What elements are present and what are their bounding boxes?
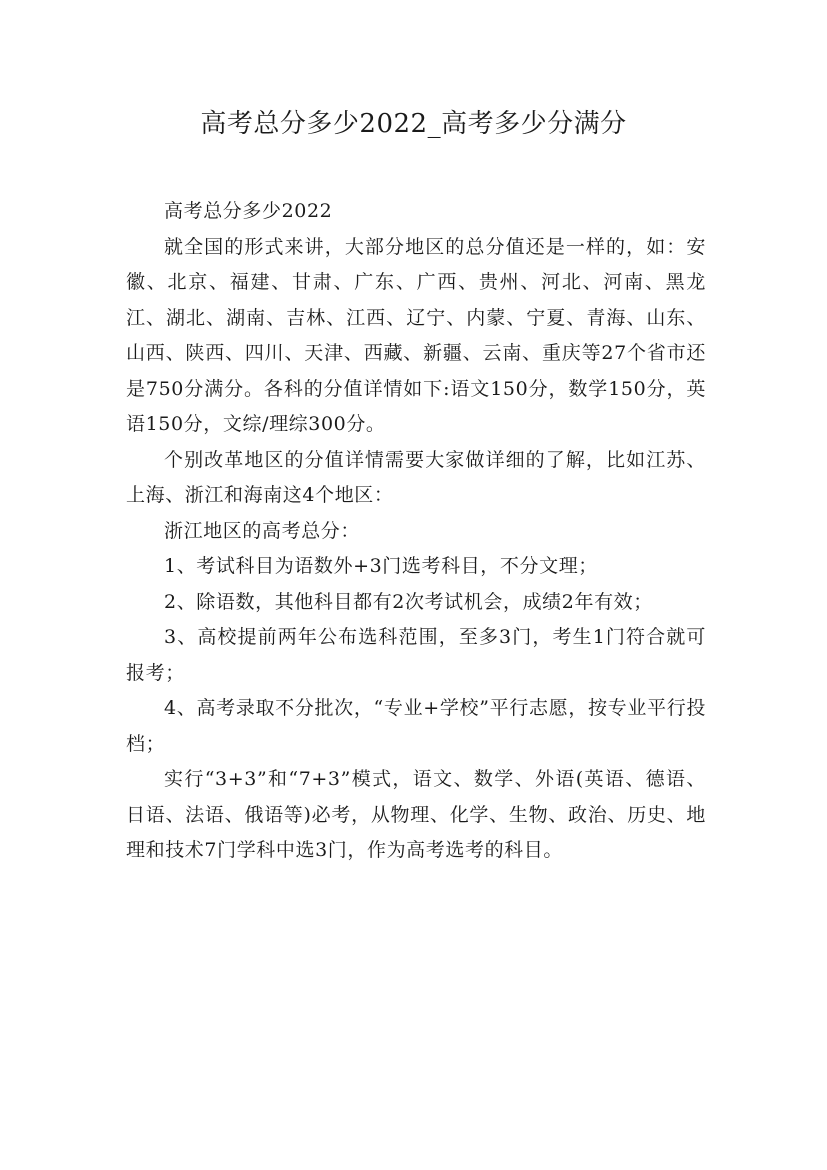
paragraph-reform-regions: 个别改革地区的分值详情需要大家做详细的了解，比如江苏、上海、浙江和海南这4个地区： <box>126 448 706 506</box>
paragraph-item-1: 1、考试科目为语数外+3门选考科目，不分文理； <box>164 555 598 577</box>
paragraph-subtitle: 高考总分多少2022 <box>164 200 333 222</box>
paragraph-mode: 实行“3+3”和“7+3”模式，语文、数学、外语(英语、德语、日语、法语、俄语等)必考，从物理、化学、生物、政治、历史、地理和技术7门学科中选3门，作为高考选考的科目。 <box>126 768 706 861</box>
paragraph-item-3: 3、高校提前两年公布选科范围，至多3门，考生1门符合就可报考； <box>126 626 706 684</box>
paragraph-item-2: 2、除语数，其他科目都有2次考试机会，成绩2年有效； <box>164 590 653 613</box>
document-body <box>126 194 706 869</box>
document-title: 高考总分多少2022_高考多少分满分 <box>200 109 627 139</box>
paragraph-zhejiang-heading: 浙江地区的高考总分： <box>164 519 361 542</box>
paragraph-national-scores: 就全国的形式来讲，大部分地区的总分值还是一样的，如：安徽、北京、福建、甘肃、广东、广西、贵州、河北、河南、黑龙江、湖北、湖南、吉林、江西、辽宁、内蒙、宁夏、青海、山东、山西、陕西、四川、天津、西藏、新疆、云南、重庆等27个省市还是750分满分。各科的分值详情如下:语文150分，数学150分，英语150分，文综/理综300分。 <box>126 235 706 435</box>
paragraph-item-4: 4、高考录取不分批次，“专业+学校”平行志愿，按专业平行投档； <box>126 697 706 755</box>
